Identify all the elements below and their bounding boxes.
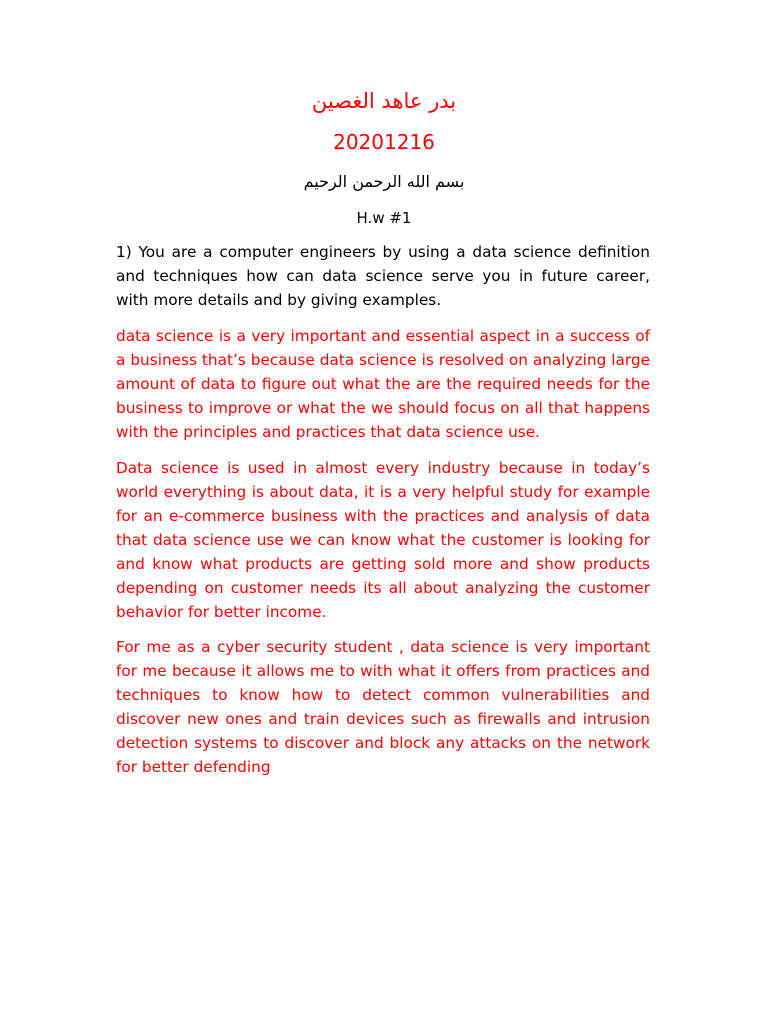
answer-paragraph-1: data science is a very important and essential aspect in a success of a business that’s because data science is resolved on analyzing large amount of data to figure out what the are the required needs for the business to improve or what the we should focus on all that happens with the principles and practices that data science use. xyxy=(116,327,650,441)
homework-title: H.w #1 xyxy=(356,209,412,227)
answer-paragraph-2: Data science is used in almost every industry because in today’s world everything is about data, it is a very helpful study for example for an e-commerce business with the practices and analysis of data that data science use we can know what the customer is looking for and know what products are getting sold more and show products depending on customer needs its all about analyzing the customer behavior for better income. xyxy=(116,459,650,621)
student-name-arabic: بدر عاهد الغصين xyxy=(311,89,457,113)
basmala-line: بسم الله الرحمن الرحيم xyxy=(303,172,465,191)
question-paragraph: 1) You are a computer engineers by using a data science definition and techniques how can data science serve you in future career, with more details and by giving examples. xyxy=(116,243,650,309)
answer-paragraph-3: For me as a cyber security student , data science is very important for me because it allows me to with what it offers from practices and techniques to know how to detect common vulnerabilities and discover new ones and train devices such as firewalls and intrusion detection systems to discover and block any attacks on the network for better defending xyxy=(116,638,650,776)
student-id: 20201216 xyxy=(333,130,435,154)
